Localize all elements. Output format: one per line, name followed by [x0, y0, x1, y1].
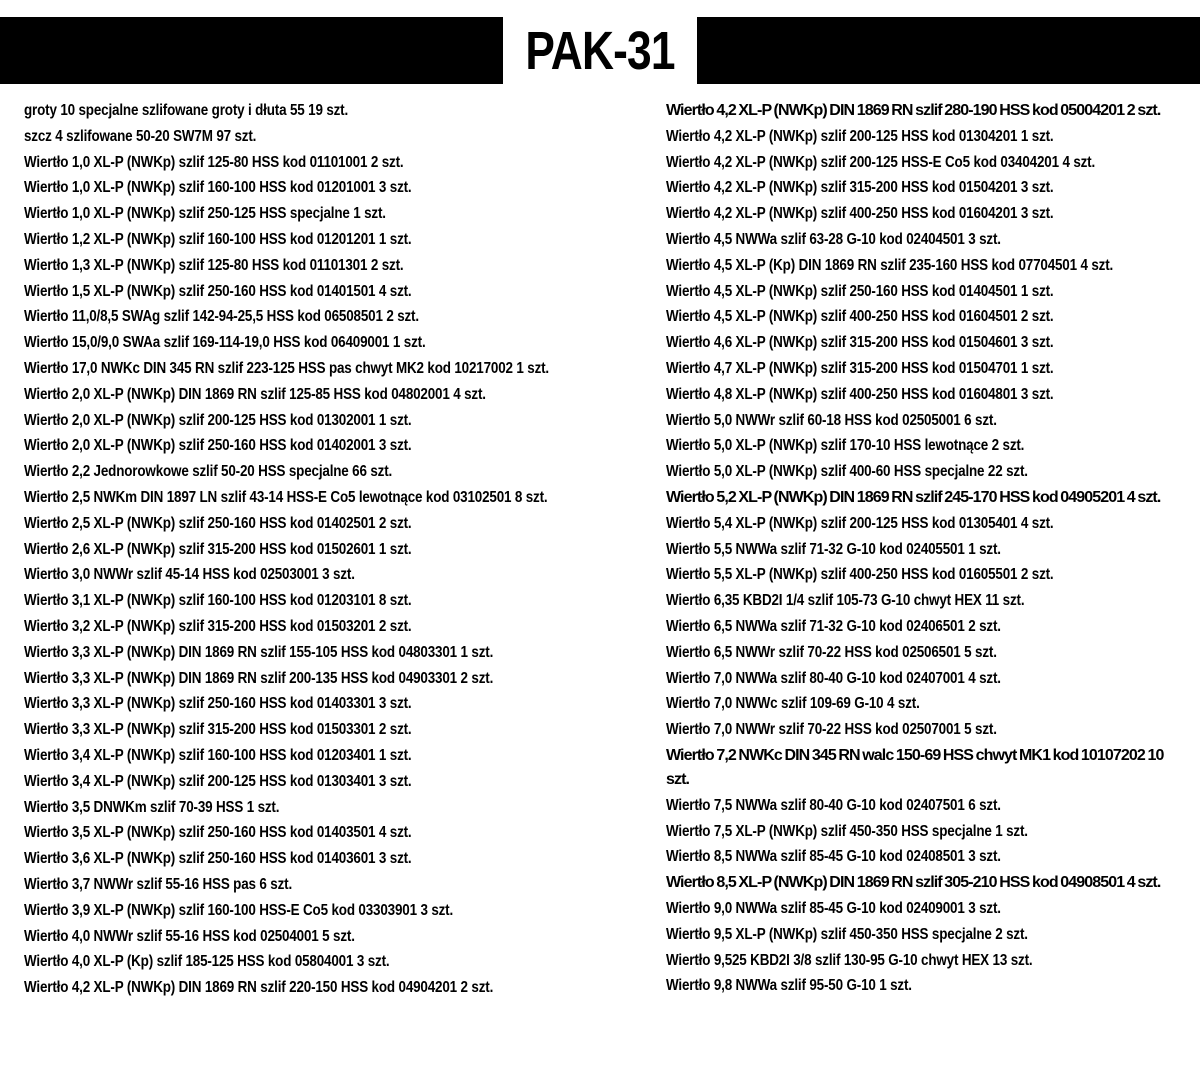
list-item-text: Wiertło 8,5 NWWa szlif 85-45 G-10 kod 02408501 3 szt.: [666, 848, 1001, 866]
list-item-text: groty 10 specjalne szlifowane groty i dłuta 55 19 szt.: [24, 102, 349, 119]
list-item: [24, 873, 666, 897]
list-item: [24, 770, 666, 794]
list-item-text: Wiertło 7,0 NWWa szlif 80-40 G-10 kod 02407001 4 szt.: [666, 669, 1001, 687]
list-item-text: Wiertło 4,8 XL-P (NWKp) szlif 400-250 HSS kod 01604801 3 szt.: [666, 385, 1054, 403]
list-item-text: Wiertło 3,5 DNWKm szlif 70-39 HSS 1 szt.: [24, 798, 280, 816]
list-item-text: Wiertło 15,0/9,0 SWAa szlif 169-114-19,0 HSS kod 06409001 1 szt.: [24, 334, 426, 352]
list-item: [666, 151, 1186, 175]
list-item-text: Wiertło 2,0 XL-P (NWKp) DIN 1869 RN szlif 125-85 HSS kod 04802001 4 szt.: [24, 385, 486, 403]
list-item: [666, 845, 1186, 869]
list-item-text: Wiertło 3,3 XL-P (NWKp) szlif 315-200 HSS kod 01503301 2 szt.: [24, 721, 412, 739]
list-item: [666, 305, 1186, 329]
list-item-text: Wiertło 3,2 XL-P (NWKp) szlif 315-200 HSS kod 01503201 2 szt.: [24, 617, 412, 635]
list-item-text: Wiertło 4,6 XL-P (NWKp) szlif 315-200 HSS kod 01504601 3 szt.: [666, 334, 1054, 352]
list-item-text: Wiertło 3,9 XL-P (NWKp) szlif 160-100 HSS-E Co5 kod 03303901 3 szt.: [24, 901, 454, 919]
list-item-text: Wiertło 5,2 XL-P (NWKp) DIN 1869 RN szlif 245-170 HSS kod 04905201 4 szt.: [666, 488, 1161, 506]
list-item: [666, 99, 1186, 123]
list-item-text: Wiertło 5,0 XL-P (NWKp) szlif 400-60 HSS specjalne 22 szt.: [666, 463, 1028, 481]
list-item: [24, 151, 666, 175]
list-item-text: Wiertło 4,2 XL-P (NWKp) DIN 1869 RN szlif 280-190 HSS kod 05004201 2 szt.: [666, 102, 1161, 119]
right-product-list: [666, 99, 1186, 1000]
list-item-text: Wiertło 1,2 XL-P (NWKp) szlif 160-100 HSS kod 01201201 1 szt.: [24, 230, 412, 248]
list-item: [24, 847, 666, 871]
list-item: [24, 331, 666, 355]
list-item: [666, 871, 1186, 895]
list-item-text: Wiertło 6,35 KBD2I 1/4 szlif 105-73 G-10 chwyt HEX 11 szt.: [666, 592, 1025, 610]
list-item: [666, 641, 1186, 665]
list-item: [24, 486, 666, 510]
list-item: [666, 974, 1186, 998]
list-item: [666, 383, 1186, 407]
list-item-text: Wiertło 5,0 NWWr szlif 60-18 HSS kod 02505001 6 szt.: [666, 411, 997, 429]
list-item: [666, 125, 1186, 149]
list-item: [24, 176, 666, 200]
list-item: [24, 976, 666, 1000]
list-item-text: szcz 4 szlifowane 50-20 SW7M 97 szt.: [24, 127, 257, 145]
list-item-text: Wiertło 1,3 XL-P (NWKp) szlif 125-80 HSS kod 01101301 2 szt.: [24, 256, 404, 274]
list-item-text: Wiertło 6,5 NWWr szlif 70-22 HSS kod 02506501 5 szt.: [666, 643, 997, 661]
list-item: [666, 820, 1186, 844]
list-item-text: Wiertło 1,0 XL-P (NWKp) szlif 250-125 HSS specjalne 1 szt.: [24, 205, 386, 223]
list-item: [666, 357, 1186, 381]
list-item: [24, 925, 666, 949]
list-item: [666, 692, 1186, 716]
list-item: [24, 615, 666, 639]
list-item-text: Wiertło 1,0 XL-P (NWKp) szlif 125-80 HSS kod 01101001 2 szt.: [24, 153, 404, 171]
list-item-text: Wiertło 4,5 NWWa szlif 63-28 G-10 kod 02404501 3 szt.: [666, 230, 1001, 248]
list-item-text: Wiertło 6,5 NWWa szlif 71-32 G-10 kod 02406501 2 szt.: [666, 617, 1001, 635]
list-item: [24, 202, 666, 226]
list-item: [24, 538, 666, 562]
list-item-text: Wiertło 2,5 XL-P (NWKp) szlif 250-160 HSS kod 01402501 2 szt.: [24, 514, 412, 532]
list-item-text: Wiertło 5,5 XL-P (NWKp) szlif 400-250 HSS kod 01605501 2 szt.: [666, 566, 1054, 584]
list-item-text: Wiertło 3,4 XL-P (NWKp) szlif 200-125 HSS kod 01303401 3 szt.: [24, 772, 412, 790]
list-item: [666, 331, 1186, 355]
list-item: [666, 512, 1186, 536]
list-item: [666, 202, 1186, 226]
header-bar-left: [0, 17, 503, 84]
list-item-text: Wiertło 7,2 NWKc DIN 345 RN walc 150-69 HSS chwyt MK1 kod 10107202 10 szt.: [666, 746, 1164, 788]
list-item: [24, 821, 666, 845]
list-item: [666, 563, 1186, 587]
list-item: [24, 305, 666, 329]
list-item-text: Wiertło 4,5 XL-P (NWKp) szlif 400-250 HSS kod 01604501 2 szt.: [666, 308, 1054, 326]
list-item-text: Wiertło 7,5 XL-P (NWKp) szlif 450-350 HSS specjalne 1 szt.: [666, 822, 1028, 840]
list-item-text: Wiertło 3,1 XL-P (NWKp) szlif 160-100 HSS kod 01203101 8 szt.: [24, 592, 412, 610]
list-item-text: Wiertło 2,0 XL-P (NWKp) szlif 200-125 HSS kod 01302001 1 szt.: [24, 411, 412, 429]
page-title: PAK-31: [525, 21, 675, 81]
list-item-text: Wiertło 1,0 XL-P (NWKp) szlif 160-100 HSS kod 01201001 3 szt.: [24, 179, 412, 197]
list-item-text: Wiertło 5,5 NWWa szlif 71-32 G-10 kod 02405501 1 szt.: [666, 540, 1001, 558]
list-item-text: Wiertło 9,525 KBD2I 3/8 szlif 130-95 G-10 chwyt HEX 13 szt.: [666, 951, 1033, 969]
list-item: [24, 718, 666, 742]
list-item: [24, 692, 666, 716]
list-item: [24, 667, 666, 691]
list-item: [666, 718, 1186, 742]
list-item-text: Wiertło 8,5 XL-P (NWKp) DIN 1869 RN szlif 305-210 HSS kod 04908501 4 szt.: [666, 874, 1161, 892]
list-item-text: Wiertło 2,0 XL-P (NWKp) szlif 250-160 HSS kod 01402001 3 szt.: [24, 437, 412, 455]
list-item-text: Wiertło 11,0/8,5 SWAg szlif 142-94-25,5 HSS kod 06508501 2 szt.: [24, 308, 419, 326]
list-item-text: Wiertło 9,8 NWWa szlif 95-50 G-10 1 szt.: [666, 977, 912, 995]
list-item: [666, 254, 1186, 278]
list-item-text: Wiertło 7,0 NWWc szlif 109-69 G-10 4 szt.: [666, 695, 920, 713]
list-item: [666, 538, 1186, 562]
list-item-text: Wiertło 4,5 XL-P (NWKp) szlif 250-160 HSS kod 01404501 1 szt.: [666, 282, 1054, 300]
list-item: [24, 357, 666, 381]
list-item: [24, 434, 666, 458]
list-item-text: Wiertło 3,4 XL-P (NWKp) szlif 160-100 HSS kod 01203401 1 szt.: [24, 746, 412, 764]
list-item: [24, 254, 666, 278]
list-item-text: Wiertło 4,2 XL-P (NWKp) szlif 315-200 HSS kod 01504201 3 szt.: [666, 179, 1054, 197]
list-item: [666, 280, 1186, 304]
list-item: [666, 744, 1186, 792]
list-item-text: Wiertło 5,4 XL-P (NWKp) szlif 200-125 HSS kod 01305401 4 szt.: [666, 514, 1054, 532]
list-item-text: Wiertło 4,2 XL-P (NWKp) szlif 200-125 HSS-E Co5 kod 03404201 4 szt.: [666, 153, 1096, 171]
list-item-text: Wiertło 3,3 XL-P (NWKp) DIN 1869 RN szlif 155-105 HSS kod 04803301 1 szt.: [24, 643, 494, 661]
list-item: [24, 641, 666, 665]
list-item: [666, 228, 1186, 252]
list-item-text: Wiertło 7,0 NWWr szlif 70-22 HSS kod 02507001 5 szt.: [666, 721, 997, 739]
list-item: [666, 176, 1186, 200]
list-item: [24, 99, 666, 123]
list-item: [24, 899, 666, 923]
list-item: [24, 950, 666, 974]
list-item-text: Wiertło 9,0 NWWa szlif 85-45 G-10 kod 02409001 3 szt.: [666, 899, 1001, 917]
list-item-text: Wiertło 3,5 XL-P (NWKp) szlif 250-160 HSS kod 01403501 4 szt.: [24, 824, 412, 842]
list-item: [666, 460, 1186, 484]
list-item-text: Wiertło 2,5 NWKm DIN 1897 LN szlif 43-14 HSS-E Co5 lewotnące kod 03102501 8 szt.: [24, 488, 548, 506]
list-item-text: Wiertło 3,6 XL-P (NWKp) szlif 250-160 HSS kod 01403601 3 szt.: [24, 850, 412, 868]
list-item: [666, 794, 1186, 818]
list-item-text: Wiertło 2,6 XL-P (NWKp) szlif 315-200 HSS kod 01502601 1 szt.: [24, 540, 412, 558]
list-item-text: Wiertło 7,5 NWWa szlif 80-40 G-10 kod 02407501 6 szt.: [666, 796, 1001, 814]
list-item: [666, 615, 1186, 639]
list-item-text: Wiertło 9,5 XL-P (NWKp) szlif 450-350 HSS specjalne 2 szt.: [666, 925, 1028, 943]
list-item: [24, 280, 666, 304]
list-item-text: Wiertło 4,7 XL-P (NWKp) szlif 315-200 HSS kod 01504701 1 szt.: [666, 359, 1054, 377]
list-item: [24, 744, 666, 768]
list-item-text: Wiertło 2,2 Jednorowkowe szlif 50-20 HSS specjalne 66 szt.: [24, 463, 393, 481]
header-bar-right: [697, 17, 1200, 84]
list-item: [24, 563, 666, 587]
list-item: [24, 512, 666, 536]
list-item: [666, 486, 1186, 510]
list-item: [666, 409, 1186, 433]
list-item: [24, 589, 666, 613]
left-product-list: [24, 99, 666, 1002]
list-item: [666, 923, 1186, 947]
list-item: [24, 228, 666, 252]
list-item-text: Wiertło 4,2 XL-P (NWKp) szlif 200-125 HSS kod 01304201 1 szt.: [666, 127, 1054, 145]
list-item-text: Wiertło 3,3 XL-P (NWKp) szlif 250-160 HSS kod 01403301 3 szt.: [24, 695, 412, 713]
list-item: [666, 434, 1186, 458]
list-item-text: Wiertło 4,2 XL-P (NWKp) DIN 1869 RN szlif 220-150 HSS kod 04904201 2 szt.: [24, 979, 494, 997]
list-item: [24, 383, 666, 407]
list-item-text: Wiertło 4,2 XL-P (NWKp) szlif 400-250 HSS kod 01604201 3 szt.: [666, 205, 1054, 223]
list-item-text: Wiertło 5,0 XL-P (NWKp) szlif 170-10 HSS lewotnące 2 szt.: [666, 437, 1025, 455]
list-item: [666, 589, 1186, 613]
list-item-text: Wiertło 4,5 XL-P (Kp) DIN 1869 RN szlif 235-160 HSS kod 07704501 4 szt.: [666, 256, 1114, 274]
list-item-text: Wiertło 3,0 NWWr szlif 45-14 HSS kod 02503001 3 szt.: [24, 566, 355, 584]
list-item: [24, 460, 666, 484]
list-item-text: Wiertło 17,0 NWKc DIN 345 RN szlif 223-125 HSS pas chwyt MK2 kod 10217002 1 szt.: [24, 359, 550, 377]
list-item: [24, 125, 666, 149]
list-item: [666, 667, 1186, 691]
list-item-text: Wiertło 4,0 NWWr szlif 55-16 HSS kod 02504001 5 szt.: [24, 927, 355, 945]
list-item: [666, 897, 1186, 921]
list-item-text: Wiertło 4,0 XL-P (Kp) szlif 185-125 HSS kod 05804001 3 szt.: [24, 953, 390, 971]
list-item-text: Wiertło 3,7 NWWr szlif 55-16 HSS pas 6 szt.: [24, 875, 293, 893]
list-item-text: Wiertło 3,3 XL-P (NWKp) DIN 1869 RN szlif 200-135 HSS kod 04903301 2 szt.: [24, 669, 494, 687]
list-item: [666, 949, 1186, 973]
list-item-text: Wiertło 1,5 XL-P (NWKp) szlif 250-160 HSS kod 01401501 4 szt.: [24, 282, 412, 300]
list-item: [24, 409, 666, 433]
list-item: [24, 796, 666, 820]
